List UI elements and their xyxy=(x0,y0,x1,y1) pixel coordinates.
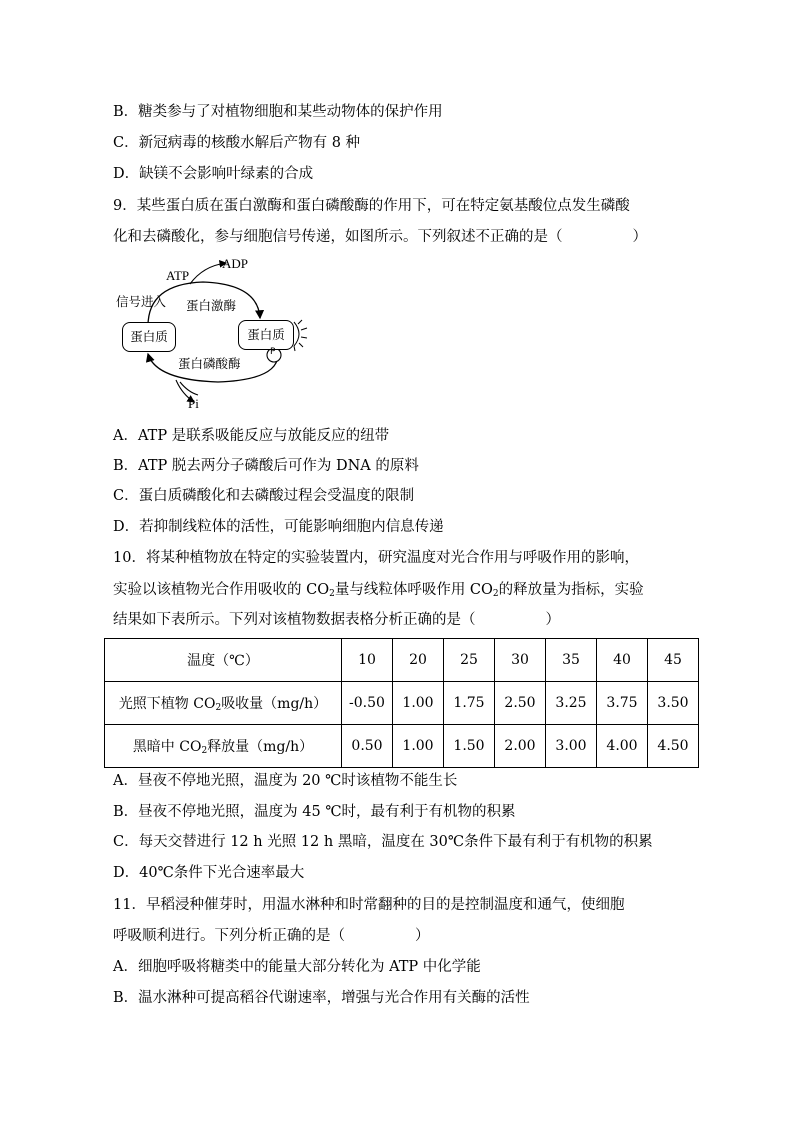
q8-option-c: C．新冠病毒的核酸水解后产物有 8 种 xyxy=(113,135,361,151)
table-cell: 3.75 xyxy=(597,682,648,725)
atp-adp-arrow xyxy=(190,263,226,284)
q10-stem-part-b: 量与线粒体呼吸作用 CO xyxy=(334,582,493,598)
q9-stem-text: 化和去磷酸化，参与细胞信号传递，如图所示。下列叙述不正确的是（ xyxy=(113,229,563,245)
signal-label: 信号进入 xyxy=(116,294,167,309)
table-cell: 40 xyxy=(597,639,648,682)
table-cell: 10 xyxy=(342,639,393,682)
q9-stem-line2 xyxy=(113,227,647,247)
row-label-dark xyxy=(105,725,342,768)
pi-label: Pi xyxy=(188,396,199,411)
q9-option-a: A．ATP 是联系吸能反应与放能反应的纽带 xyxy=(113,428,390,444)
table-cell: 3.00 xyxy=(546,725,597,768)
q10-option-b: B．昼夜不停地光照，温度为 45 ℃时，最有利于有机物的积累 xyxy=(113,804,516,820)
q10-stem-line2 xyxy=(113,580,644,600)
protein-left-box: 蛋白质 xyxy=(122,322,176,352)
table-cell: 1.75 xyxy=(444,682,495,725)
row-label-part-a: 光照下植物 CO xyxy=(118,696,216,712)
pi-arrow xyxy=(180,382,198,395)
table-row xyxy=(105,725,699,768)
q10-stem-part-a: 实验以该植物光合作用吸收的 CO xyxy=(113,582,330,598)
adp-label: ADP xyxy=(222,256,249,271)
q10-option-c: C．每天交替进行 12 h 光照 12 h 黑暗，温度在 30℃条件下最有利于有机物的积累 xyxy=(113,834,653,850)
q10-option-a: A．昼夜不停地光照，温度为 20 ℃时该植物不能生长 xyxy=(113,773,458,789)
table-row xyxy=(105,682,699,725)
table-cell: 3.25 xyxy=(546,682,597,725)
table-header-label: 温度（℃） xyxy=(105,639,342,682)
q11-stem-line1: 11．早稻浸种催芽时，用温水淋种和时常翻种的目的是控制温度和通气，使细胞 xyxy=(113,897,625,913)
table-cell: 1.00 xyxy=(393,682,444,725)
q9-stem-line1: 9．某些蛋白质在蛋白激酶和蛋白磷酸酶的作用下，可在特定氨基酸位点发生磷酸 xyxy=(113,198,630,214)
row-label-light xyxy=(105,682,342,725)
table-cell: 3.50 xyxy=(648,682,699,725)
row-label-part-b: 吸收量（mg/h） xyxy=(221,696,328,712)
q9-option-b: B．ATP 脱去两分子磷酸后可作为 DNA 的原料 xyxy=(113,458,419,474)
co2-subscript: 2 xyxy=(201,746,208,756)
q10-stem-close: ） xyxy=(545,612,560,628)
q9-option-c: C．蛋白质磷酸化和去磷酸过程会受温度的限制 xyxy=(113,488,415,504)
q10-stem-line3 xyxy=(113,610,560,630)
row-label-part-a: 黑暗中 CO xyxy=(132,739,202,755)
q8-option-b: B．糖类参与了对植物细胞和某些动物体的保护作用 xyxy=(113,104,443,120)
table-header-row xyxy=(105,639,699,682)
table-cell: 45 xyxy=(648,639,699,682)
row-label-part-b: 释放量（mg/h） xyxy=(207,739,314,755)
q10-stem-text: 结果如下表所示。下列对该植物数据表格分析正确的是（ xyxy=(113,612,476,628)
q9-option-d: D．若抑制线粒体的活性，可能影响细胞内信息传递 xyxy=(113,519,444,535)
q11-stem-close: ） xyxy=(415,928,430,944)
q11-option-a: A．细胞呼吸将糖类中的能量大部分转化为 ATP 中化学能 xyxy=(113,959,481,975)
q10-option-d: D．40℃条件下光合速率最大 xyxy=(113,865,305,881)
data-table xyxy=(104,638,699,768)
atp-label: ATP xyxy=(166,268,190,283)
phosphorylation-diagram xyxy=(108,254,318,414)
table-cell: 1.50 xyxy=(444,725,495,768)
q10-stem-part-c: 的释放量为指标，实验 xyxy=(498,582,644,598)
phosphate-label: P xyxy=(270,347,276,357)
table-cell: 4.00 xyxy=(597,725,648,768)
table-cell: 2.00 xyxy=(495,725,546,768)
q11-stem-line2 xyxy=(113,926,430,946)
table-cell: 0.50 xyxy=(342,725,393,768)
phosphatase-label: 蛋白磷酸酶 xyxy=(178,356,241,371)
table-cell: 4.50 xyxy=(648,725,699,768)
table-cell: 25 xyxy=(444,639,495,682)
co2-subscript: 2 xyxy=(492,589,499,599)
q9-stem-close: ） xyxy=(632,229,647,245)
table-cell: -0.50 xyxy=(342,682,393,725)
protein-right-box: 蛋白质 xyxy=(238,320,294,350)
kinase-label: 蛋白激酶 xyxy=(186,298,237,313)
table-cell: 30 xyxy=(495,639,546,682)
table-cell: 1.00 xyxy=(393,725,444,768)
q11-option-b: B．温水淋种可提高稻谷代谢速率，增强与光合作用有关酶的活性 xyxy=(113,990,530,1006)
table-cell: 35 xyxy=(546,639,597,682)
q8-option-d: D．缺镁不会影响叶绿素的合成 xyxy=(113,166,314,182)
q11-stem-text: 呼吸顺利进行。下列分析正确的是（ xyxy=(113,928,345,944)
table-cell: 20 xyxy=(393,639,444,682)
table-cell: 2.50 xyxy=(495,682,546,725)
co2-subscript: 2 xyxy=(329,589,335,599)
q10-stem-line1: 10．将某种植物放在特定的实验装置内，研究温度对光合作用与呼吸作用的影响， xyxy=(113,550,639,566)
co2-subscript: 2 xyxy=(215,703,222,713)
